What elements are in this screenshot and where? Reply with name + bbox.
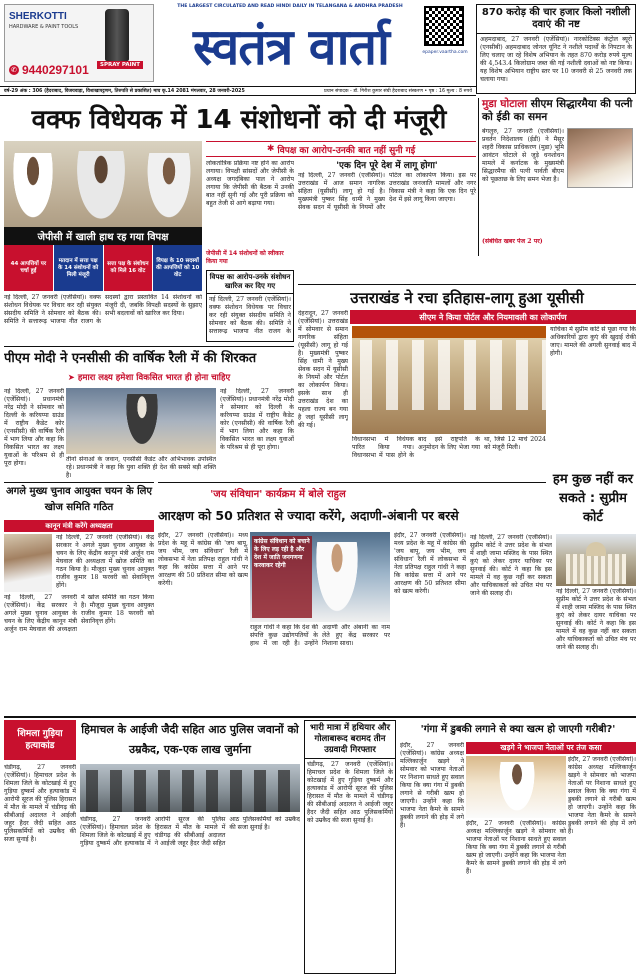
ig-photo bbox=[80, 764, 300, 812]
pm-subhead-text: हमारा लक्ष्य हमेशा विकसित भारत ही होना चाहिए bbox=[77, 373, 231, 383]
ucc-photo bbox=[352, 326, 546, 434]
sc-body-left: नई दिल्ली, 27 जनवरी (एजेंसियां)। सुप्रीम कोर्ट ने उत्तर प्रदेश के संभल में शाही जामा मस्जिद के पास स्थित कुएं को लेकर दायर याचिका पर सुनवाई की। कोर्ट ने कहा कि इस मामले में वह कुछ नहीं कर सकता और याचिकाकर्ता को उचित मंच पर जाने की सलाह दी। bbox=[470, 534, 552, 597]
lead-box-body: नई दिल्ली, 27 जनवरी (एजेंसियां)। वक्फ संशोधन विधेयक पर विचार कर रही संयुक्त संसदीय समिति ने सोमवार को बैठक की। समिति ने सत्तारूढ़ भाजपा नीत राजग के bbox=[209, 296, 291, 334]
qr-code[interactable] bbox=[424, 6, 464, 46]
ad-phone: 9440297101 bbox=[22, 63, 89, 77]
editor-info: प्रधान संपादक - डॉ. गिरीश कुमार संघी हैदराबाद संस्करण • पृष्ठ : 16 मूल्य : 8 रुपये bbox=[323, 89, 472, 94]
masthead-tagline: THE LARGEST CIRCULATED AND READ HINDI DAILY IN TELANGANA & ANDHRA PRADESH bbox=[177, 4, 403, 9]
ucc-subhead bbox=[350, 310, 636, 324]
top-right-body: अहमदाबाद, 27 जनवरी (एजेंसियां)। नारकोटिक्स कंट्रोल ब्यूरो (एनसीबी) अहमदाबाद जोनल यूनिट ने नशीले पदार्थों के निपटान के लिए चलाए जा रहे विशेष अभियान के तहत 870 करोड़ रुपये मूल्य की 4,543.4 किलोग्राम जब्त की गई नशीली दवाओं को नष्ट किया। यह विशेष अभियान राष्ट्रीय स्तर पर 10 जनवरी से 25 जनवरी तक चलाया गया। bbox=[480, 36, 632, 83]
ig-headline: हिमाचल के आईजी जैदी सहित आठ पुलिस जवानों को उम्रकैद, एक-एक लाख जुर्माना bbox=[81, 723, 299, 756]
bottom-rule bbox=[4, 716, 636, 718]
shimla-title: शिमला गुड़िया हत्याकांड bbox=[17, 729, 63, 751]
siddaramaiah-photo bbox=[567, 128, 633, 188]
muda-body: बेंगलुरु, 27 जनवरी (एजेंसियां)। प्रवर्तन निदेशालय (ईडी) ने मैसूर शहरी विकास प्राधिकरण (मुडा) भूमि आवंटन घोटाले से जुड़े धनशोधन मामले में कर्नाटक के मुख्यमंत्री सिद्धारमैया की पत्नी पार्वती बीएम को पूछताछ के लिए समन भेजा है। bbox=[482, 128, 564, 183]
sherkotti-ad[interactable] bbox=[4, 4, 154, 82]
pm-body-3: नई दिल्ली, 27 जनवरी (एजेंसियां)। प्रधानमंत्री नरेंद्र मोदी ने सोमवार को दिल्ली के करियप्पा ग्राउंड में राष्ट्रीय कैडेट कोर (एनसीसी) की वार्षिक रैली में भाग लिया और कहा कि विकसित भारत का लक्ष्य युवाओं के परिश्रम से ही पूरा होगा। bbox=[220, 388, 294, 451]
ec-body-2: नई दिल्ली, 27 जनवरी (एजेंसियां)। केंद्र सरकार ने अगले मुख्य चुनाव आयुक्त के चयन के लिए केंद्रीय कानून मंत्री अर्जुन राम मेघवाल की अध्यक्षता में खोज समिति का गठन किया है। मौजूदा मुख्य चुनाव आयुक्त राजीव कुमार 18 फरवरी को सेवानिवृत्त होंगे। bbox=[4, 594, 154, 633]
lead-headline: वक्फ विधेयक में 14 संशोधनों को दी मंजूरी bbox=[31, 105, 447, 135]
haryana-box bbox=[304, 720, 396, 974]
rahul-photo bbox=[250, 532, 390, 622]
jpc-caption-2: सत्ता पक्ष के संशोधन को मिले 16 वोट bbox=[104, 245, 154, 291]
rahul-top-rule bbox=[158, 482, 546, 483]
pm-photo bbox=[66, 388, 216, 454]
ucc-quote-title: 'एक दिन पूरे देश में लागू होगा' bbox=[336, 161, 438, 171]
lead-box-title: विपक्ष का आरोप-उनके संशोधन खारिज कर दिए गए bbox=[207, 271, 293, 294]
ig-people bbox=[80, 770, 300, 812]
ad-brand: SHERKOTTI bbox=[9, 11, 67, 22]
jpc-caption-1: मतदान में सत्ता पक्ष के 14 संशोधनों को मिली मंजूरी bbox=[54, 245, 104, 291]
kharge-photo bbox=[466, 756, 566, 818]
kharge-figure bbox=[496, 762, 538, 818]
ucc-subhead-text: सीएम ने किया पोर्टल और नियमावली का लोकार्पण bbox=[419, 312, 567, 322]
shimla-box bbox=[4, 720, 76, 760]
arrow-icon: ➤ bbox=[67, 373, 78, 383]
pm-body: नई दिल्ली, 27 जनवरी (एजेंसियां)। प्रधानमंत्री नरेंद्र मोदी ने सोमवार को दिल्ली के करियप्पा ग्राउंड में राष्ट्रीय कैडेट कोर (एनसीसी) की वार्षिक रैली में भाग लिया और कहा कि विकसित भारत का लक्ष्य युवाओं के परिश्रम से ही पूरा होगा। bbox=[4, 388, 64, 467]
jpc-people-left bbox=[10, 153, 56, 225]
jpc-photo bbox=[4, 141, 202, 291]
pm-top-rule bbox=[4, 346, 294, 347]
ig-body: चंडीगढ़, 27 जनवरी (एजेंसियां)। हिमाचल प्रदेश के शिमला जिले के कोटखाई में हुए गुड़िया दुष्कर्म और हत्याकांड में आरोपी सूरज की पुलिस हिरासत में मौत के मामले में चंडीगढ़ की सीबीआई अदालत ने आईजी जहूर हैदर जैदी सहित आठ पुलिसकर्मियों को उम्रकैद की सजा सुनाई है। bbox=[4, 764, 76, 843]
issue-info: वर्ष-29 अंक : 306 (हैदराबाद, विजयवाड़ा, विशाखापट्टणम, तिरुपति से प्रकाशित) माघ कृ.14 2081 मंगलवार, 28 जनवरी-2025 bbox=[4, 89, 245, 94]
sc-headline: हम कुछ नहीं कर सकते : सुप्रीम कोर्ट bbox=[552, 472, 634, 525]
lead-box bbox=[206, 270, 294, 342]
ucc-people bbox=[352, 340, 546, 410]
star-icon: ✱ bbox=[266, 144, 275, 154]
haryana-headline: भारी मात्रा में हथियार और गोलाबारूद बरामद तीन उग्रवादी गिरफ्तार bbox=[305, 721, 395, 759]
lead-subhead-text: विपक्ष का आरोप-उनकी बात नहीं सुनी गई bbox=[277, 145, 416, 156]
ucc-quote bbox=[298, 160, 476, 280]
masthead bbox=[0, 0, 640, 96]
ec-headline: अगले मुख्य चुनाव आयुक्त चयन के लिए खोज समिति गठित bbox=[6, 486, 152, 513]
ucc-body: देहरादून, 27 जनवरी (एजेंसियां)। उत्तराखंड में सोमवार से समान नागरिक संहिता (यूसीसी) लागू हो गई है। मुख्यमंत्री पुष्कर सिंह धामी ने मुख्य सेवक सदन में यूसीसी के नियमों और पोर्टल का लोकार्पण किया। इसके साथ ही उत्तराखंड देश का पहला राज्य बन गया है जहां यूसीसी लागू की गई। bbox=[298, 310, 348, 429]
top-right-headline: 870 करोड़ की चार हजार किलो नशीली दवाएं की नष्ट bbox=[477, 5, 635, 34]
ganga-body-3: इंदौर, 27 जनवरी (एजेंसियां)। कांग्रेस अध्यक्ष मल्लिकार्जुन खड़गे ने सोमवार को भाजपा नेताओं पर निशाना साधते हुए सवाल किया कि क्या गंगा में डुबकी लगाने से गरीबी खत्म हो जाएगी। उन्होंने कहा कि भाजपा नेता कैमरे के सामने डुबकी लगाने की होड़ में लगे हैं। bbox=[466, 820, 566, 875]
muda-headline: सीएम सिद्धारमैया की पत्नी को ईडी का समन bbox=[482, 98, 633, 123]
muda-caption: (संबंधित खबर पेज 2 पर) bbox=[482, 238, 543, 245]
sc-side-text: याचिका में सुप्रीम कोर्ट से पूछा गया कि अधिकारियों द्वारा कुएं की खुदाई रोकी जाए। मामले की अगली सुनवाई बाद में होगी। bbox=[550, 326, 636, 357]
ucc-body-2: विधानसभा में विधेयक पारित किया गया। विधानसभा में पास होने के बाद इसे राष्ट्रपति के अनुमोदन के लिए भेजा गया था, जिसे 12 मार्च 2024 को मंजूरी मिली। bbox=[352, 436, 546, 459]
masthead-title: स्वतंत्र वार्ता bbox=[193, 18, 389, 76]
meghwal-photo bbox=[4, 534, 52, 592]
ec-subhead bbox=[4, 520, 154, 532]
ig-body-2: चंडीगढ़, 27 जनवरी (एजेंसियां)। हिमाचल प्रदेश के शिमला जिले के कोटखाई में हुए गुड़िया दुष्कर्म और हत्याकांड में आरोपी सूरज की पुलिस हिरासत में मौत के मामले में चंडीगढ़ की सीबीआई अदालत ने आईजी जहूर हैदर जैदी सहित आठ पुलिसकर्मियों को उम्रकैद की सजा सुनाई है। bbox=[80, 816, 300, 847]
pm-headline: पीएम मोदी ने एनसीसी की वार्षिक रैली में की शिरकत bbox=[4, 351, 257, 366]
sc-building bbox=[566, 554, 626, 584]
phone-icon: ✆ bbox=[9, 65, 19, 75]
ganga-subhead bbox=[466, 742, 636, 754]
muda-story bbox=[478, 98, 636, 256]
ucc-top-rule bbox=[298, 284, 636, 285]
sc-photo bbox=[556, 534, 636, 586]
jpc-banner: जेपीसी में खाली हाथ रह गया विपक्ष bbox=[4, 227, 202, 245]
top-right-story bbox=[476, 4, 636, 94]
ad-badge: SPRAY PAINT bbox=[97, 61, 143, 69]
ganga-headline: 'गंगा में डुबकी लगाने से क्या खत्म हो जाएगी गरीबी?' bbox=[420, 724, 616, 735]
ucc-banner-strip bbox=[352, 326, 546, 338]
epaper-url[interactable]: epaper.vaartha.com bbox=[422, 50, 468, 55]
lead-subhead bbox=[206, 141, 476, 157]
ec-subhead-text: कानून मंत्री करेंगे अध्यक्षता bbox=[45, 521, 113, 530]
jpc-people-mid bbox=[74, 151, 128, 225]
jpc-caption-row bbox=[4, 245, 202, 291]
rahul-headline: आरक्षण को 50 प्रतिशत से ज्यादा करेंगे, अदाणी-अंबानी पर बरसे bbox=[158, 508, 459, 523]
ec-top-rule bbox=[4, 482, 154, 483]
info-line bbox=[0, 86, 476, 96]
ucc-headline: उत्तराखंड ने रचा इतिहास-लागू हुआ यूसीसी bbox=[350, 289, 584, 307]
lead-body-2: लोकतांत्रिक प्रक्रिया नष्ट होने का आरोप लगाया। विपक्षी सांसदों और जेपीसी के अध्यक्ष जगदंबिका पाल ने आरोप लगाया कि जेपीसी की बैठक में उनकी बात नहीं सुनी गई और पूरी प्रक्रिया को बहुत तेजी से आगे बढ़ाया गया। bbox=[206, 160, 294, 207]
jpc-people-right bbox=[144, 153, 194, 225]
ganga-subhead-text: खड़गे ने भाजपा नेताओं पर तंज कसा bbox=[500, 743, 602, 752]
ucc-quote-body: नई दिल्ली, 27 जनवरी (एजेंसियां)। उत्तराखंड में आज समान नागरिक संहिता (यूसीसी) लागू हो गई है। मुख्यमंत्री पुष्कर सिंह धामी ने मुख्य सेवक सदन में यूसीसी के नियमों और पोर्टल का लोकार्पण किया। इस पर उत्तराखंड जनजाति मामलों और नगर विकास मंत्री ने कहा कि एक दिन पूरे देश में इसे लागू किया जाएगा। bbox=[298, 172, 476, 211]
lead-body-1: नई दिल्ली, 27 जनवरी (एजेंसियां)। वक्फ संशोधन विधेयक पर विचार कर रही संयुक्त संसदीय समिति ने सोमवार को बैठक की। समिति ने सत्तारूढ़ भाजपा नीत राजग के सदस्यों द्वारा प्रस्तावित 14 संशोधनों को मंजूरी दी, जबकि विपक्षी सदस्यों के सुझाए सभी बदलावों को खारिज कर दिया। bbox=[4, 294, 202, 325]
rahul-quote: कांग्रेस संविधान को बचाने के लिए लड़ रही है और देश में जाति जनगणना करवाकर रहेगी bbox=[252, 536, 312, 618]
rahul-figure bbox=[312, 542, 362, 622]
ad-sub: HARDWARE & PAINT TOOLS bbox=[9, 24, 79, 30]
pm-subhead bbox=[4, 372, 294, 386]
ec-body: नई दिल्ली, 27 जनवरी (एजेंसियां)। केंद्र सरकार ने अगले मुख्य चुनाव आयुक्त के चयन के लिए केंद्रीय कानून मंत्री अर्जुन राम मेघवाल की अध्यक्षता में खोज समिति का गठन किया है। मौजूदा मुख्य चुनाव आयुक्त राजीव कुमार 18 फरवरी को सेवानिवृत्त होंगे। bbox=[56, 534, 154, 589]
spray-can-icon bbox=[105, 9, 129, 61]
lead-box-highlight: जेपीसी में 14 संशोधनों को स्वीकार किया गया bbox=[206, 250, 284, 265]
rahul-body: इंदौर, 27 जनवरी (एजेंसियां)। मध्य प्रदेश के महू में कांग्रेस की 'जय बापू, जय भीम, जय संविधान' रैली में लोकसभा में नेता प्रतिपक्ष राहुल गांधी ने कहा कि कांग्रेस सत्ता में आने पर आरक्षण की 50 प्रतिशत सीमा को खत्म करेगी। bbox=[158, 532, 248, 587]
sc-dome bbox=[586, 542, 606, 556]
haryana-body: चंडीगढ़, 27 जनवरी (एजेंसियां)। हिमाचल प्रदेश के शिमला जिले के कोटखाई में हुए गुड़िया दुष्कर्म और हत्याकांड में आरोपी सूरज की पुलिस हिरासत में मौत के मामले में चंडीगढ़ की सीबीआई अदालत ने आईजी जहूर हैदर जैदी सहित आठ पुलिसकर्मियों को उम्रकैद की सजा सुनाई है। bbox=[307, 761, 393, 824]
rahul-body-2: राहुल गांधी ने कहा कि देश की संपत्ति कुछ उद्योगपतियों के हाथ में जा रही है। उन्होंने अदाणी और अंबानी का नाम लेते हुए केंद्र सरकार पर निशाना साधा। bbox=[250, 624, 390, 647]
pm-body-2: तीनों सेनाओं के जवान, एनसीसी कैडेट और अभिभावक उपस्थित रहे। प्रधानमंत्री ने कहा कि युवा शक्ति ही देश की सबसे बड़ी शक्ति है। bbox=[66, 456, 216, 478]
jpc-caption-0: 44 आपत्तियों पर चर्चा हुई bbox=[4, 245, 54, 291]
rahul-body-3: इंदौर, 27 जनवरी (एजेंसियां)। मध्य प्रदेश के महू में कांग्रेस की 'जय बापू, जय भीम, जय संविधान' रैली में लोकसभा में नेता प्रतिपक्ष राहुल गांधी ने कहा कि कांग्रेस सत्ता में आने पर आरक्षण की 50 प्रतिशत सीमा को खत्म करेगी। bbox=[394, 532, 466, 595]
jpc-caption-3: विपक्ष के 10 सदस्यों की आपत्तियों को 10 वोट bbox=[153, 245, 202, 291]
muda-tag: मुडा घोटाला bbox=[482, 98, 528, 110]
ganga-body: इंदौर, 27 जनवरी (एजेंसियां)। कांग्रेस अध्यक्ष मल्लिकार्जुन खड़गे ने सोमवार को भाजपा नेताओं पर निशाना साधते हुए सवाल किया कि क्या गंगा में डुबकी लगाने से गरीबी खत्म हो जाएगी। उन्होंने कहा कि भाजपा नेता कैमरे के सामने डुबकी लगाने की होड़ में लगे हैं। bbox=[400, 742, 464, 829]
rahul-kicker: 'जय संविधान' कार्यक्रम में बोले राहुल bbox=[210, 489, 346, 500]
ganga-body-2: इंदौर, 27 जनवरी (एजेंसियां)। कांग्रेस अध्यक्ष मल्लिकार्जुन खड़गे ने सोमवार को भाजपा नेताओं पर निशाना साधते हुए सवाल किया कि क्या गंगा में डुबकी लगाने से गरीबी खत्म हो जाएगी। उन्होंने कहा कि भाजपा नेता कैमरे के सामने डुबकी लगाने की होड़ में लगे हैं। bbox=[568, 756, 636, 835]
sc-body: नई दिल्ली, 27 जनवरी (एजेंसियां)। सुप्रीम कोर्ट ने उत्तर प्रदेश के संभल में शाही जामा मस्जिद के पास स्थित कुएं को लेकर दायर याचिका पर सुनवाई की। कोर्ट ने कहा कि इस मामले में वह कुछ नहीं कर सकता और याचिकाकर्ता को उचित मंच पर जाने की सलाह दी। bbox=[556, 588, 636, 651]
pm-figure bbox=[122, 394, 162, 454]
